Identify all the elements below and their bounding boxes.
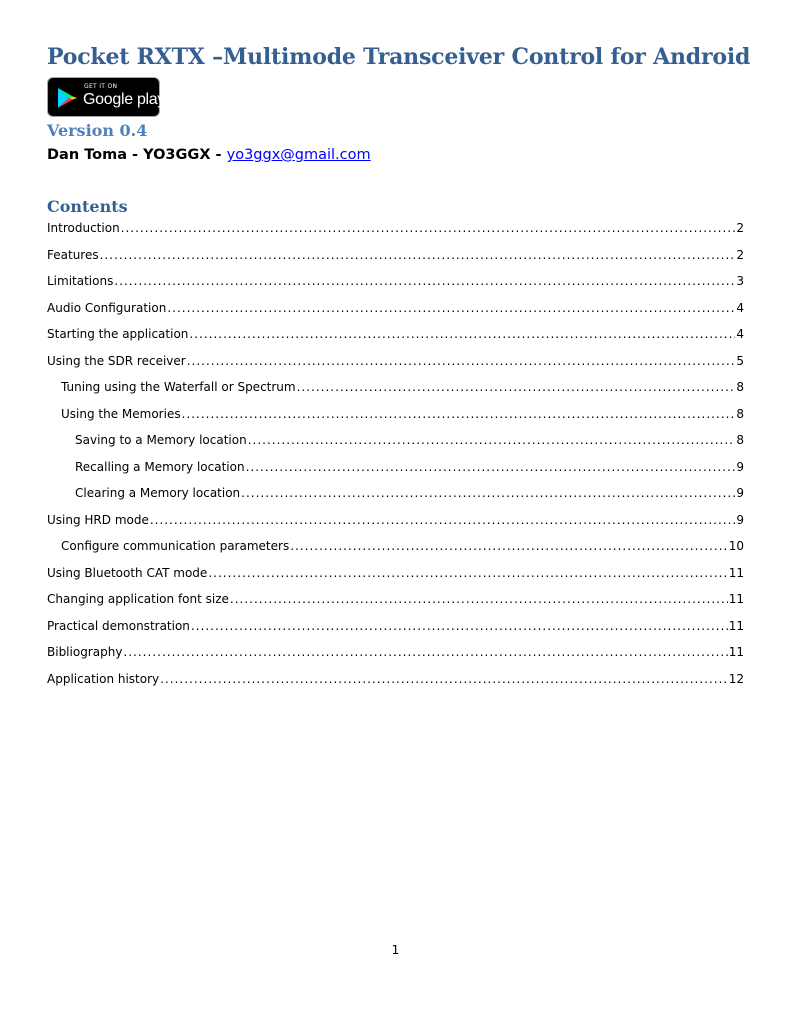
version-heading: Version 0.4 <box>47 121 148 140</box>
toc-entry[interactable] <box>47 380 744 407</box>
toc-entry[interactable] <box>47 274 744 301</box>
toc-entry[interactable] <box>47 460 744 487</box>
toc-entry[interactable] <box>47 619 744 646</box>
toc-dot-leader <box>167 301 735 315</box>
toc-entry[interactable] <box>47 592 744 619</box>
toc-dot-leader <box>150 513 736 527</box>
toc-entry[interactable] <box>47 301 744 328</box>
toc-dot-leader <box>248 433 736 447</box>
toc-entry[interactable] <box>47 407 744 434</box>
toc-dot-leader <box>114 274 735 288</box>
play-store-icon <box>56 87 78 109</box>
toc-entry-text: Using HRD mode <box>47 512 149 527</box>
toc-entry-text: Using the Memories <box>61 406 181 421</box>
google-play-badge[interactable] <box>47 77 166 117</box>
author-line <box>47 147 371 163</box>
toc-entry[interactable] <box>47 327 744 354</box>
toc-entry-text: Application history <box>47 671 160 686</box>
page-title: Pocket RXTX –Multimode Transceiver Control for Android <box>47 44 751 70</box>
toc-entry[interactable] <box>47 433 744 460</box>
toc-entry-page: 8 <box>736 380 744 394</box>
toc-entry-text: Saving to a Memory location <box>75 433 247 447</box>
toc-entry[interactable] <box>47 221 744 248</box>
toc-dot-leader <box>297 380 736 394</box>
toc-entry-page: 2 <box>736 247 744 262</box>
table-of-contents <box>47 221 744 698</box>
toc-entry-text: Audio Configuration <box>47 300 167 315</box>
toc-entry-text: Limitations <box>47 274 114 288</box>
toc-entry[interactable] <box>47 566 744 593</box>
toc-entry-text: Bibliography <box>47 645 123 659</box>
toc-entry[interactable] <box>47 645 744 672</box>
toc-entry-text: Configure communication parameters <box>61 539 290 553</box>
toc-entry-text: Practical demonstration <box>47 618 190 633</box>
toc-dot-leader <box>290 539 728 553</box>
toc-entry-text: Starting the application <box>47 327 189 341</box>
toc-dot-leader <box>187 354 736 368</box>
toc-dot-leader <box>230 592 728 606</box>
toc-entry-page: 12 <box>728 671 744 686</box>
toc-entry-page: 2 <box>736 221 744 235</box>
toc-dot-leader <box>100 248 736 262</box>
toc-dot-leader <box>160 672 728 686</box>
toc-entry-page: 8 <box>736 433 744 447</box>
toc-entry[interactable] <box>47 513 744 540</box>
toc-entry-page: 8 <box>736 406 744 421</box>
toc-entry-page: 9 <box>736 512 744 527</box>
toc-entry-text: Using Bluetooth CAT mode <box>47 565 208 580</box>
badge-big-text: Google play <box>83 91 166 108</box>
toc-dot-leader <box>241 486 735 500</box>
toc-entry-text: Tuning using the Waterfall or Spectrum <box>61 380 296 394</box>
toc-entry-text: Using the SDR receiver <box>47 353 186 368</box>
toc-entry[interactable] <box>47 486 744 513</box>
toc-dot-leader <box>182 407 736 421</box>
author-email-link[interactable]: yo3ggx@gmail.com <box>226 147 371 163</box>
toc-entry-text: Recalling a Memory location <box>75 459 245 474</box>
toc-dot-leader <box>246 460 736 474</box>
toc-entry-text: Introduction <box>47 221 120 235</box>
toc-entry-page: 4 <box>736 300 744 315</box>
page-number: 1 <box>391 943 400 957</box>
toc-entry-text: Clearing a Memory location <box>75 486 241 500</box>
toc-entry-page: 9 <box>736 459 744 474</box>
toc-entry-page: 9 <box>736 486 744 500</box>
toc-entry[interactable] <box>47 672 744 699</box>
toc-dot-leader <box>121 221 736 235</box>
badge-small-text: GET IT ON <box>84 83 118 90</box>
toc-entry-page: 5 <box>736 353 744 368</box>
toc-entry[interactable] <box>47 248 744 275</box>
contents-heading: Contents <box>47 197 128 216</box>
toc-entry[interactable] <box>47 354 744 381</box>
toc-entry-page: 11 <box>728 592 744 606</box>
toc-entry-page: 3 <box>736 274 744 288</box>
toc-dot-leader <box>191 619 728 633</box>
toc-entry-page: 4 <box>736 327 744 341</box>
toc-entry-page: 10 <box>728 539 744 553</box>
toc-entry-page: 11 <box>728 565 744 580</box>
author-name: Dan Toma - YO3GGX - <box>47 147 227 163</box>
toc-dot-leader <box>208 566 727 580</box>
toc-entry-page: 11 <box>728 645 744 659</box>
toc-entry-text: Features <box>47 247 99 262</box>
toc-entry[interactable] <box>47 539 744 566</box>
toc-dot-leader <box>189 327 735 341</box>
toc-entry-page: 11 <box>728 618 744 633</box>
toc-dot-leader <box>123 645 727 659</box>
toc-entry-text: Changing application font size <box>47 592 229 606</box>
